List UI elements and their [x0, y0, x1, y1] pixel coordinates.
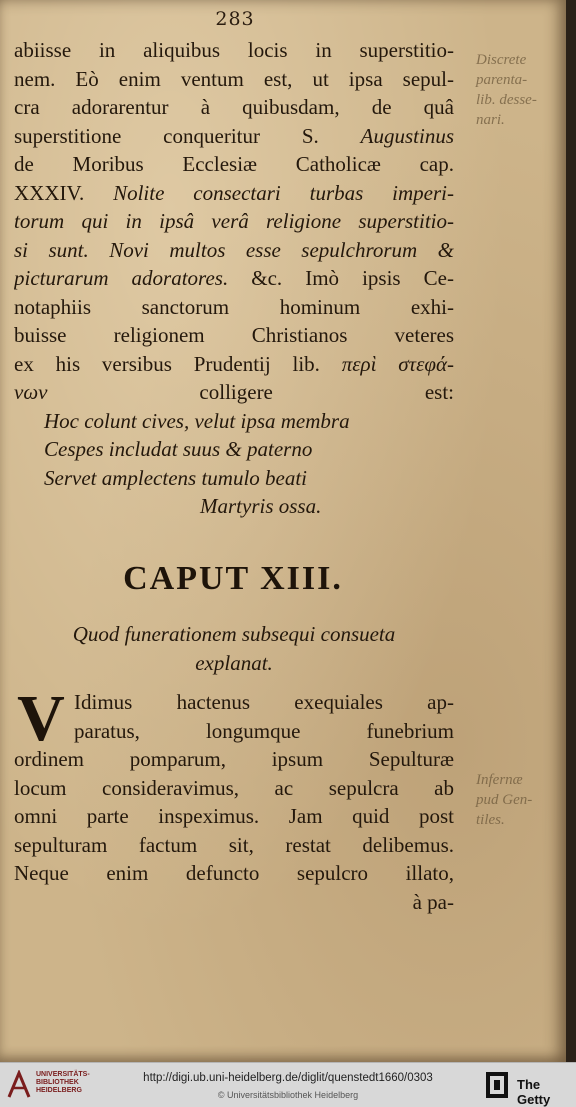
- marginal-line: Infernæ: [476, 772, 523, 788]
- institution-line: BIBLIOTHEK: [36, 1079, 79, 1086]
- text-line: [14, 36, 454, 65]
- viewer-footer: [0, 1062, 576, 1107]
- text-line: [14, 350, 454, 379]
- subtitle-line: explanat.: [195, 650, 273, 675]
- text-line: [14, 378, 454, 407]
- text-line: [14, 264, 454, 293]
- marginal-line: parenta-: [476, 72, 528, 88]
- text-span: Nolite consectari turbas imperi-: [113, 180, 454, 205]
- text-line: [14, 122, 454, 151]
- catchword: à pa-: [412, 889, 454, 914]
- text-span: Augustinus: [360, 123, 454, 148]
- chapter-text-line: omni parte inspeximus. Jam quid post: [14, 804, 454, 828]
- text-span: buisse religionem Christianos veteres: [14, 323, 454, 347]
- text-line: [14, 207, 454, 236]
- text-span: cra adorarentur à quibusdam, de quâ: [14, 95, 454, 119]
- text-span: nem. Eò enim ventum est, ut ipsa sepul-: [14, 66, 454, 91]
- marginal-note-bottom: [476, 770, 560, 830]
- institution-line: UNIVERSITÄTS-: [36, 1071, 90, 1078]
- text-line: [14, 321, 454, 350]
- verse-line: Cespes includat suus & paterno: [44, 437, 313, 461]
- subtitle-line: Quod funerationem subsequi consueta: [72, 622, 396, 646]
- text-span: si sunt. Novi multos esse sepulchrorum &: [14, 237, 454, 262]
- chapter-text-block: [14, 682, 454, 916]
- institution-line: HEIDELBERG: [36, 1087, 82, 1094]
- chapter-text-line: ordinem pomparum, ipsum Sepulturæ: [14, 747, 454, 771]
- text-line: [14, 93, 454, 122]
- page-number: 283: [215, 8, 255, 30]
- text-span: νων: [14, 380, 48, 404]
- chapter-subtitle: [14, 620, 454, 677]
- chapter-title: CAPUT XIII.: [123, 560, 343, 597]
- marginal-line: pud Gen-: [476, 792, 533, 808]
- text-span: notaphiis sanctorum hominum exhi-: [14, 294, 454, 319]
- text-line: [14, 65, 454, 94]
- marginal-line: nari.: [476, 112, 505, 128]
- marginal-line: lib. desse-: [476, 92, 537, 108]
- partner-name: The Getty: [517, 1077, 551, 1107]
- text-line: [14, 293, 454, 322]
- verse-line: Martyris ossa.: [200, 494, 322, 518]
- chapter-text-line: Idimus hactenus exequiales ap-: [74, 690, 454, 714]
- main-text-block: [14, 36, 454, 521]
- drop-cap: V: [17, 682, 65, 755]
- verse-line: Servet amplectens tumulo beati: [44, 465, 308, 490]
- text-span: picturarum adoratores.: [14, 266, 229, 290]
- text-span: colligere est:: [47, 380, 454, 404]
- text-span: ex his versibus Prudentij lib.: [14, 351, 342, 376]
- text-span: torum qui in ipsâ verâ religione superstitio-: [14, 209, 454, 233]
- marginal-line: tiles.: [476, 812, 505, 828]
- text-span: &c. Imò ipsis Ce-: [228, 266, 454, 290]
- text-span: abiisse in aliquibus locis in superstitio-: [14, 38, 454, 62]
- text-span: XXXIV.: [14, 180, 114, 205]
- text-span: superstitione conqueritur S.: [14, 123, 361, 148]
- chapter-text-line: locum consideravimus, ac sepulcra ab: [14, 775, 454, 800]
- chapter-text-line: Neque enim defuncto sepulcro illato,: [14, 861, 454, 885]
- verse-line: Hoc colunt cives, velut ipsa membra: [44, 408, 350, 433]
- permalink-url[interactable]: http://digi.ub.uni-heidelberg.de/diglit/quenstedt1660/0303: [143, 1072, 433, 1084]
- text-span: περὶ στεφά-: [341, 351, 454, 376]
- chapter-text-line: sepulturam factum sit, restat delibemus.: [14, 832, 454, 857]
- chapter-text-line: paratus, longumque funebrium: [74, 718, 454, 743]
- getty-logo-icon: [486, 1072, 508, 1098]
- text-line: [14, 179, 454, 208]
- text-line: [14, 150, 454, 179]
- marginal-line: Discrete: [476, 52, 527, 68]
- marginal-note-top: [476, 50, 560, 130]
- text-line: [14, 236, 454, 265]
- copyright-notice: © Universitätsbibliothek Heidelberg: [217, 1090, 359, 1100]
- text-span: de Moribus Ecclesiæ Catholicæ cap.: [14, 152, 454, 176]
